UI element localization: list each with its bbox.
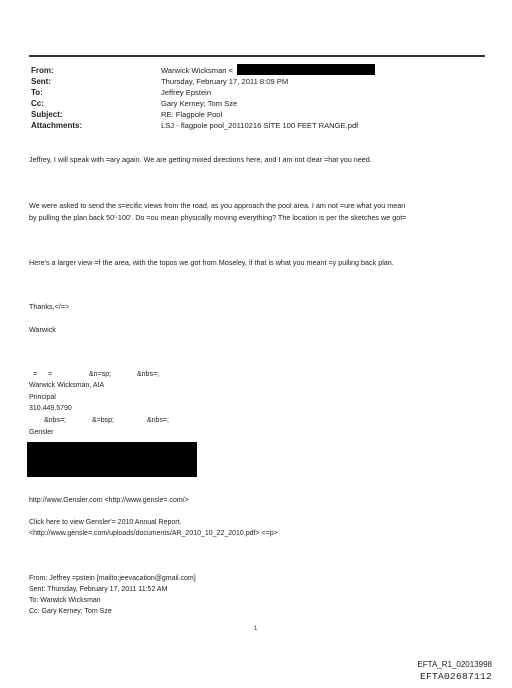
signature-entity: &nbs=; (137, 371, 159, 378)
redaction-box (237, 64, 375, 75)
body-paragraph-1: Jeffrey, I will speak with =ary again. We are getting mixed directions here, and I am not clear =hat you need. (29, 155, 372, 164)
to-label: To: (31, 88, 43, 97)
to-value: Jeffrey Epstein (161, 88, 212, 97)
quoted-from: From: Jeffrey =pstein [mailto:jeevacation@gmail.com] (29, 575, 196, 582)
signature-phone: 310.449.5790 (29, 405, 72, 412)
body-paragraph-2-line-2: by pulling the plan back 50'-100'. Do =ou mean physically moving everything? The location is per the sketches we got= (29, 213, 407, 222)
sent-label: Sent: (31, 77, 51, 86)
page-number: 1 (254, 626, 258, 632)
annual-report-text[interactable]: Click here to view Gensler'= 2010 Annual Report. (29, 519, 182, 526)
quoted-to: To: Warwick Wicksman (29, 597, 101, 604)
signature-entity: &nbs=; (147, 417, 169, 424)
body-signoff-name: Warwick (29, 325, 56, 334)
signature-entity: &nbs=; (44, 417, 66, 424)
signature-company: Gensler (29, 429, 54, 436)
subject-value: RE: Flagpole Pool (161, 110, 223, 119)
gensler-website-link[interactable]: http://www.Gensler.com <http://www.gensle=.com/> (29, 497, 189, 504)
body-paragraph-2-line-1: We were asked to send the s=ecific views from the road, as you approach the pool area. I am not =ure what you mean (29, 201, 406, 210)
redaction-box (27, 442, 197, 477)
signature-entity: &=bsp; (92, 417, 114, 424)
signature-title: Principal (29, 394, 56, 401)
annual-report-link[interactable]: <http://www.gensle=.com/uploads/documents/AR_2010_10_22_2010.pdf> <=p> (29, 530, 278, 537)
attachments-label: Attachments: (31, 121, 83, 130)
body-thanks: Thanks,</=> (29, 302, 70, 311)
subject-label: Subject: (31, 110, 63, 119)
from-label: From: (31, 66, 54, 75)
efta-stamp-primary: EFTA_R1_02013998 (417, 660, 492, 669)
attachment-link[interactable]: LSJ - flagpole pool_20110216 SITE 100 FEET RANGE.pdf (161, 121, 359, 130)
quoted-cc: Cc: Gary Kerney; Tom Sze (29, 608, 112, 615)
body-paragraph-3: Here's a larger view =f the area, with the topos we got from Moseley, if that is what you meant =y pulling back plan. (29, 258, 394, 267)
signature-entity: = (48, 371, 53, 378)
cc-value: Gary Kerney; Tom Sze (161, 99, 238, 108)
signature-entity: = (33, 371, 38, 378)
signature-name: Warwick Wicksman, AIA (29, 382, 105, 389)
from-value: Warwick Wicksman < (161, 66, 234, 75)
cc-label: Cc: (31, 99, 44, 108)
sent-value: Thursday, February 17, 2011 8:09 PM (161, 77, 289, 86)
signature-entity: &n=sp; (89, 371, 111, 378)
header-divider (29, 55, 485, 57)
efta-stamp-secondary: EFTA02687112 (419, 671, 492, 682)
quoted-sent: Sent: Thursday, February 17, 2011 11:52 AM (29, 586, 168, 593)
